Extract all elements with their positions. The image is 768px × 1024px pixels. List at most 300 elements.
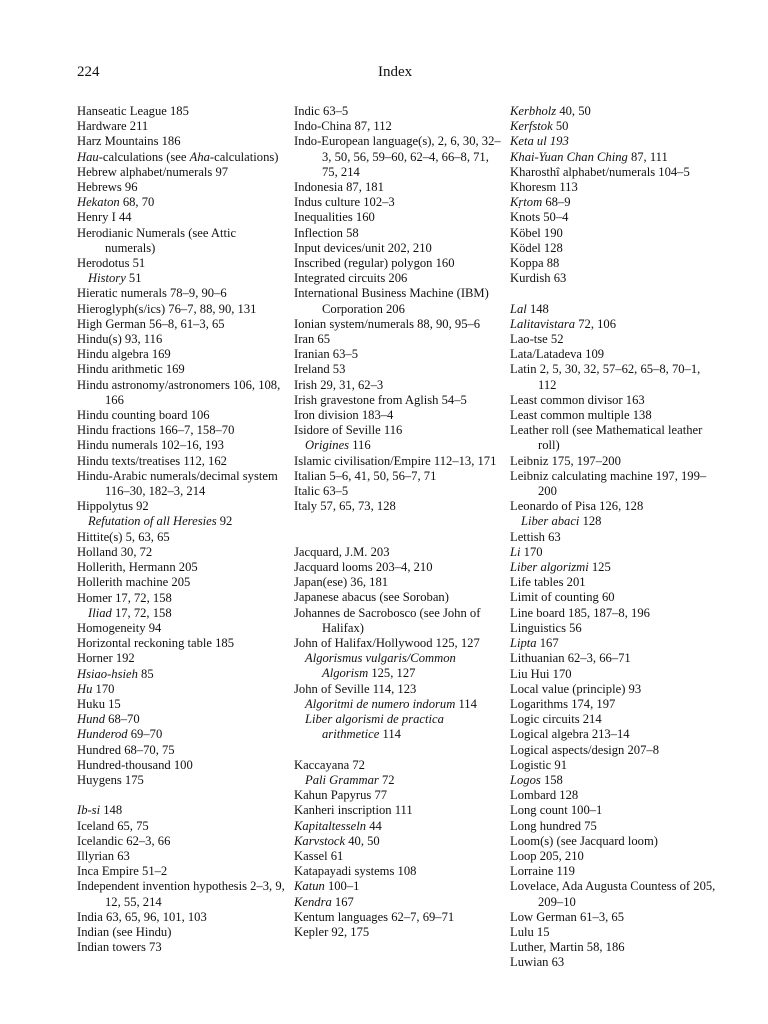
entry-text: Linguistics 56	[510, 620, 582, 635]
index-entry	[510, 834, 718, 849]
entry-text: Hardware 211	[77, 119, 149, 134]
index-entry	[77, 560, 285, 575]
index-entry	[510, 195, 718, 210]
entry-text: High German 56–8, 61–3, 65	[77, 316, 225, 331]
entry-text: Kepler 92, 175	[294, 924, 370, 939]
index-entry	[510, 849, 718, 864]
index-entry	[77, 849, 285, 864]
entry-text: Horner 192	[77, 651, 135, 666]
index-entry	[510, 134, 718, 149]
index-entry	[510, 499, 718, 514]
entry-text: Kurdish 63	[510, 271, 567, 286]
entry-text: Illyrian 63	[77, 848, 130, 863]
entry-text: Input devices/unit 202, 210	[294, 240, 432, 255]
entry-text-italic: Iliad	[88, 605, 112, 620]
entry-text-italic: Hund	[77, 712, 105, 727]
entry-text: Huygens 175	[77, 772, 144, 787]
index-entry	[294, 636, 502, 651]
entry-text: Liu Hui 170	[510, 666, 572, 681]
entry-text: Lorraine 119	[510, 864, 575, 879]
index-entry	[294, 119, 502, 134]
entry-text-italic: Kapitaltesseln	[294, 818, 367, 833]
entry-text: 51	[125, 271, 142, 286]
index-entry	[510, 910, 718, 925]
entry-text: Jacquard, J.M. 203	[294, 544, 390, 559]
section-gap	[294, 530, 502, 545]
index-entry	[77, 743, 285, 758]
index-entry	[294, 849, 502, 864]
index-entry	[294, 180, 502, 195]
index-entry	[294, 256, 502, 271]
entry-text: Independent invention hypothesis 2–3, 9, 12, 55, 214	[77, 879, 285, 909]
entry-text-italic: Hekaton	[77, 195, 120, 210]
index-entry	[510, 697, 718, 712]
index-entry	[294, 819, 502, 834]
entry-text: Hundred-thousand 100	[77, 757, 193, 772]
entry-text: 114	[379, 727, 401, 742]
index-entry	[294, 499, 502, 514]
entry-text: Lata/Latadeva 109	[510, 347, 605, 362]
index-entry	[294, 378, 502, 393]
index-entry	[77, 591, 285, 606]
index-entry	[77, 317, 285, 332]
entry-text: Leibniz 175, 197–200	[510, 453, 621, 468]
index-entry	[510, 104, 718, 119]
entry-text: 44	[366, 818, 382, 833]
entry-text: Japanese abacus (see Soroban)	[294, 590, 449, 605]
entry-text-italic: Kṛtom	[510, 195, 543, 210]
entry-text: Ireland 53	[294, 362, 346, 377]
index-entry	[77, 408, 285, 423]
index-entry	[510, 743, 718, 758]
entry-text: Hebrew alphabet/numerals 97	[77, 164, 229, 179]
entry-text: Katapayadi systems 108	[294, 864, 417, 879]
section-gap	[294, 743, 502, 758]
index-entry	[77, 438, 285, 453]
index-entry	[77, 636, 285, 651]
entry-text: Kentum languages 62–7, 69–71	[294, 909, 455, 924]
entry-text: Knots 50–4	[510, 210, 569, 225]
entry-text: Jacquard looms 203–4, 210	[294, 560, 433, 575]
entry-text: Hindu(s) 93, 116	[77, 332, 163, 347]
entry-text: 40, 50	[345, 833, 380, 848]
index-entry	[510, 180, 718, 195]
entry-text: Hindu arithmetic 169	[77, 362, 185, 377]
index-entry	[77, 879, 285, 909]
entry-text: 87, 111	[627, 149, 668, 164]
entry-text: 170	[520, 544, 543, 559]
entry-text: Kaccayana 72	[294, 757, 365, 772]
index-entry	[294, 879, 502, 894]
index-entry	[294, 910, 502, 925]
index-entry	[510, 819, 718, 834]
index-entry	[77, 362, 285, 377]
entry-text: Lithuanian 62–3, 66–71	[510, 651, 631, 666]
index-entry	[510, 773, 718, 788]
entry-text: Hollerith, Hermann 205	[77, 560, 198, 575]
index-entry	[77, 302, 285, 317]
entry-text: Johannes de Sacrobosco (see John of Halifax)	[294, 605, 481, 635]
entry-text-italic: Refutation of all Heresies	[88, 514, 217, 529]
entry-text: Local value (principle) 93	[510, 681, 642, 696]
entry-text-italic: Hsiao-hsieh	[77, 666, 138, 681]
index-entry	[77, 712, 285, 727]
entry-text: Iron division 183–4	[294, 408, 394, 423]
entry-text: Harz Mountains 186	[77, 134, 181, 149]
entry-text: Italy 57, 65, 73, 128	[294, 499, 396, 514]
index-entry	[510, 256, 718, 271]
entry-text: Line board 185, 187–8, 196	[510, 605, 650, 620]
entry-text: Holland 30, 72	[77, 544, 153, 559]
index-entry	[77, 195, 285, 210]
entry-text: Homer 17, 72, 158	[77, 590, 172, 605]
index-entry	[77, 378, 285, 408]
entry-text-italic: Hau	[77, 149, 99, 164]
entry-text: Indo-China 87, 112	[294, 119, 392, 134]
index-entry	[294, 803, 502, 818]
entry-text-italic: Hu	[77, 681, 93, 696]
entry-text-italic: Keta ul 193	[510, 134, 569, 149]
index-entry	[294, 545, 502, 560]
entry-text: Indus culture 102–3	[294, 195, 395, 210]
entry-text: Inca Empire 51–2	[77, 864, 168, 879]
index-entry	[77, 575, 285, 590]
index-entry	[510, 955, 718, 970]
index-entry	[294, 925, 502, 940]
index-entry	[294, 895, 502, 910]
entry-text: Lovelace, Ada Augusta Countess of 205, 209–10	[510, 879, 716, 909]
index-entry	[510, 621, 718, 636]
index-entry	[77, 210, 285, 225]
index-entry	[510, 241, 718, 256]
entry-text: 128	[579, 514, 602, 529]
index-entry	[294, 286, 502, 316]
entry-text: 125, 127	[368, 666, 416, 681]
entry-text: Japan(ese) 36, 181	[294, 575, 389, 590]
entry-text: Long count 100–1	[510, 803, 603, 818]
entry-text-italic: Lal	[510, 301, 527, 316]
entry-text: Huku 15	[77, 696, 121, 711]
entry-text: 148	[100, 803, 123, 818]
entry-text: -calculations)	[209, 149, 279, 164]
index-entry	[510, 332, 718, 347]
index-entry	[294, 195, 502, 210]
entry-text: Indian towers 73	[77, 940, 162, 955]
entry-text: Latin 2, 5, 30, 32, 57–62, 65–8, 70–1, 112	[510, 362, 701, 392]
entry-text: Henry I 44	[77, 210, 132, 225]
index-entry	[77, 530, 285, 545]
entry-text: Ionian system/numerals 88, 90, 95–6	[294, 316, 481, 331]
index-entry	[77, 910, 285, 925]
index-subentry	[294, 712, 502, 742]
index-entry	[294, 241, 502, 256]
entry-text-italic: Li	[510, 544, 521, 559]
entry-text: Least common multiple 138	[510, 408, 652, 423]
index-entry	[510, 347, 718, 362]
entry-text: Hieroglyph(s/ics) 76–7, 88, 90, 131	[77, 301, 257, 316]
entry-text: -calculations (see	[98, 149, 190, 164]
index-column-3	[510, 104, 718, 971]
index-entry	[77, 834, 285, 849]
index-entry	[510, 590, 718, 605]
index-subentry	[294, 438, 502, 453]
entry-text: Leibniz calculating machine 197, 199–200	[510, 468, 707, 499]
index-column-1	[77, 104, 285, 955]
index-entry	[294, 210, 502, 225]
entry-text: John of Seville 114, 123	[294, 681, 417, 696]
entry-text-italic: Kendra	[294, 894, 332, 909]
entry-text: 170	[92, 681, 115, 696]
index-entry	[77, 104, 285, 119]
entry-text: Kharosthî alphabet/numerals 104–5	[510, 164, 690, 179]
entry-text: Italian 5–6, 41, 50, 56–7, 71	[294, 468, 437, 483]
index-entry	[510, 651, 718, 666]
entry-text: 148	[526, 301, 549, 316]
entry-text: Iceland 65, 75	[77, 818, 149, 833]
index-entry	[510, 302, 718, 317]
index-entry	[510, 560, 718, 575]
entry-text: Isidore of Seville 116	[294, 423, 403, 438]
entry-text: Indonesia 87, 181	[294, 180, 384, 195]
entry-text: Leather roll (see Mathematical leather roll)	[510, 423, 703, 453]
index-entry	[510, 636, 718, 651]
index-entry	[294, 682, 502, 697]
section-gap	[294, 514, 502, 529]
entry-text: Logarithms 174, 197	[510, 696, 616, 711]
index-entry	[294, 347, 502, 362]
entry-text: 167	[536, 636, 559, 651]
index-entry	[510, 454, 718, 469]
section-gap	[510, 286, 718, 301]
index-entry	[77, 499, 285, 514]
index-entry	[510, 803, 718, 818]
index-subentry	[77, 606, 285, 621]
index-entry	[510, 788, 718, 803]
entry-text-italic: Liber abaci	[521, 514, 580, 529]
entry-text: Iran 65	[294, 332, 331, 347]
index-entry	[77, 682, 285, 697]
entry-text: 85	[137, 666, 154, 681]
index-entry	[510, 879, 718, 909]
entry-text: Hindu algebra 169	[77, 347, 171, 362]
index-entry	[294, 864, 502, 879]
index-entry	[77, 727, 285, 742]
index-entry	[77, 864, 285, 879]
index-entry	[77, 180, 285, 195]
index-entry	[510, 940, 718, 955]
entry-text: Inequalities 160	[294, 210, 375, 225]
entry-text: Herodotus 51	[77, 256, 146, 271]
entry-text: Hundred 68–70, 75	[77, 742, 175, 757]
index-entry	[510, 469, 718, 499]
index-entry	[77, 651, 285, 666]
index-entry	[294, 758, 502, 773]
entry-text-italic: Liber algorismi de practica arithmetice	[305, 712, 444, 742]
index-entry	[77, 454, 285, 469]
entry-text-italic: Katun	[294, 879, 325, 894]
index-entry	[510, 408, 718, 423]
index-entry	[294, 393, 502, 408]
index-entry	[510, 727, 718, 742]
index-entry	[77, 621, 285, 636]
entry-text: 69–70	[127, 727, 163, 742]
entry-text: 158	[540, 772, 563, 787]
index-entry	[294, 606, 502, 636]
entry-text: 116	[349, 438, 371, 453]
index-entry	[294, 332, 502, 347]
entry-text: 114	[455, 696, 477, 711]
entry-text: 72, 106	[575, 316, 617, 331]
index-entry	[510, 682, 718, 697]
index-entry	[77, 697, 285, 712]
index-entry	[77, 819, 285, 834]
entry-text: Life tables 201	[510, 575, 586, 590]
section-gap	[77, 788, 285, 803]
index-entry	[510, 423, 718, 453]
index-entry	[294, 788, 502, 803]
index-entry	[510, 119, 718, 134]
index-entry	[294, 575, 502, 590]
index-entry	[77, 925, 285, 940]
index-subentry	[77, 271, 285, 286]
index-entry	[77, 758, 285, 773]
entry-text: Indian (see Hindu)	[77, 924, 172, 939]
entry-text: Hindu fractions 166–7, 158–70	[77, 423, 235, 438]
entry-text: Logistic 91	[510, 757, 568, 772]
index-entry	[77, 226, 285, 256]
entry-text-italic: Khai-Yuan Chan Ching	[510, 149, 628, 164]
entry-text: 125	[588, 560, 611, 575]
index-entry	[294, 590, 502, 605]
entry-text: Khoresm 113	[510, 180, 578, 195]
index-entry	[77, 423, 285, 438]
index-entry	[510, 575, 718, 590]
entry-text-italic: Algoritmi de numero indorum	[305, 696, 456, 711]
entry-text-italic: Pali Grammar	[305, 772, 379, 787]
entry-text: Integrated circuits 206	[294, 271, 408, 286]
entry-text: Lettish 63	[510, 529, 561, 544]
entry-text: 68, 70	[119, 195, 155, 210]
entry-text: Leonardo of Pisa 126, 128	[510, 499, 644, 514]
entry-text: Icelandic 62–3, 66	[77, 833, 171, 848]
index-entry	[294, 454, 502, 469]
entry-text-italic: Ib-si	[77, 803, 101, 818]
index-entry	[510, 667, 718, 682]
entry-text: Horizontal reckoning table 185	[77, 636, 235, 651]
index-entry	[294, 469, 502, 484]
index-subentry	[510, 514, 718, 529]
index-entry	[77, 545, 285, 560]
index-entry	[294, 423, 502, 438]
entry-text: India 63, 65, 96, 101, 103	[77, 909, 207, 924]
entry-text: Hindu numerals 102–16, 193	[77, 438, 224, 453]
index-entry	[77, 256, 285, 271]
entry-text: Hippolytus 92	[77, 499, 149, 514]
entry-text-italic: Aha	[189, 149, 210, 164]
index-entry	[77, 773, 285, 788]
entry-text-italic: Liber algorizmi	[510, 560, 589, 575]
entry-text: 100–1	[324, 879, 360, 894]
index-entry	[294, 317, 502, 332]
entry-text: Hieratic numerals 78–9, 90–6	[77, 286, 227, 301]
entry-text: Luther, Martin 58, 186	[510, 940, 625, 955]
entry-text: Hindu texts/treatises 112, 162	[77, 453, 227, 468]
index-entry	[294, 560, 502, 575]
index-entry	[510, 226, 718, 241]
entry-text: Luwian 63	[510, 955, 565, 970]
entry-text: Kanheri inscription 111	[294, 803, 413, 818]
entry-text: Hindu-Arabic numerals/decimal system 116–30, 182–3, 214	[77, 468, 278, 499]
entry-text: Kahun Papyrus 77	[294, 788, 388, 803]
entry-text: Indo-European language(s), 2, 6, 30, 32–3, 50, 56, 59–60, 62–4, 66–8, 71, 75, 214	[294, 134, 501, 179]
index-entry	[294, 484, 502, 499]
entry-text: 72	[378, 772, 395, 787]
entry-text: Limit of counting 60	[510, 590, 615, 605]
index-entry	[294, 362, 502, 377]
index-entry	[294, 104, 502, 119]
index-subentry	[77, 514, 285, 529]
entry-text: Loom(s) (see Jacquard loom)	[510, 833, 658, 848]
entry-text: Inflection 58	[294, 225, 359, 240]
entry-text-italic: Lipta	[510, 636, 537, 651]
entry-text-italic: Lalitavistara	[510, 316, 576, 331]
entry-text: Hindu counting board 106	[77, 408, 210, 423]
index-column-2	[294, 104, 502, 940]
entry-text: 92	[216, 514, 233, 529]
entry-text: Kassel 61	[294, 848, 344, 863]
entry-text-italic: Algorismus vulgaris/Common Algorism	[305, 651, 456, 681]
entry-text: Iranian 63–5	[294, 347, 358, 362]
page-number: 224	[77, 64, 100, 80]
entry-text: Long hundred 75	[510, 818, 597, 833]
index-entry	[294, 271, 502, 286]
index-entry	[510, 712, 718, 727]
index-entry	[510, 758, 718, 773]
entry-text: Loop 205, 210	[510, 848, 584, 863]
entry-text: Logical aspects/design 207–8	[510, 742, 659, 757]
index-entry	[510, 925, 718, 940]
index-entry	[294, 226, 502, 241]
entry-text: Inscribed (regular) polygon 160	[294, 256, 455, 271]
index-entry	[510, 271, 718, 286]
entry-text: International Business Machine (IBM) Corporation 206	[294, 286, 489, 316]
index-entry	[77, 667, 285, 682]
index-entry	[510, 317, 718, 332]
entry-text: Koppa 88	[510, 256, 560, 271]
index-entry	[77, 332, 285, 347]
index-entry	[77, 803, 285, 818]
index-entry	[77, 165, 285, 180]
entry-text: Hittite(s) 5, 63, 65	[77, 529, 170, 544]
entry-text-italic: Origines	[305, 438, 350, 453]
entry-text-italic: Hunderod	[77, 727, 128, 742]
entry-text-italic: Logos	[510, 772, 541, 787]
index-entry	[294, 408, 502, 423]
entry-text: Lao-tse 52	[510, 332, 564, 347]
entry-text-italic: Kerfstok	[510, 119, 553, 134]
entry-text: 167	[331, 894, 354, 909]
index-entry	[510, 362, 718, 392]
entry-text: Low German 61–3, 65	[510, 909, 625, 924]
index-entry	[510, 393, 718, 408]
index-entry	[510, 150, 718, 165]
entry-text: Irish gravestone from Aglish 54–5	[294, 392, 467, 407]
entry-text: 68–9	[542, 195, 571, 210]
index-entry	[294, 834, 502, 849]
index-subentry	[294, 697, 502, 712]
entry-text: Islamic civilisation/Empire 112–13, 171	[294, 453, 497, 468]
entry-text: Indic 63–5	[294, 104, 349, 118]
